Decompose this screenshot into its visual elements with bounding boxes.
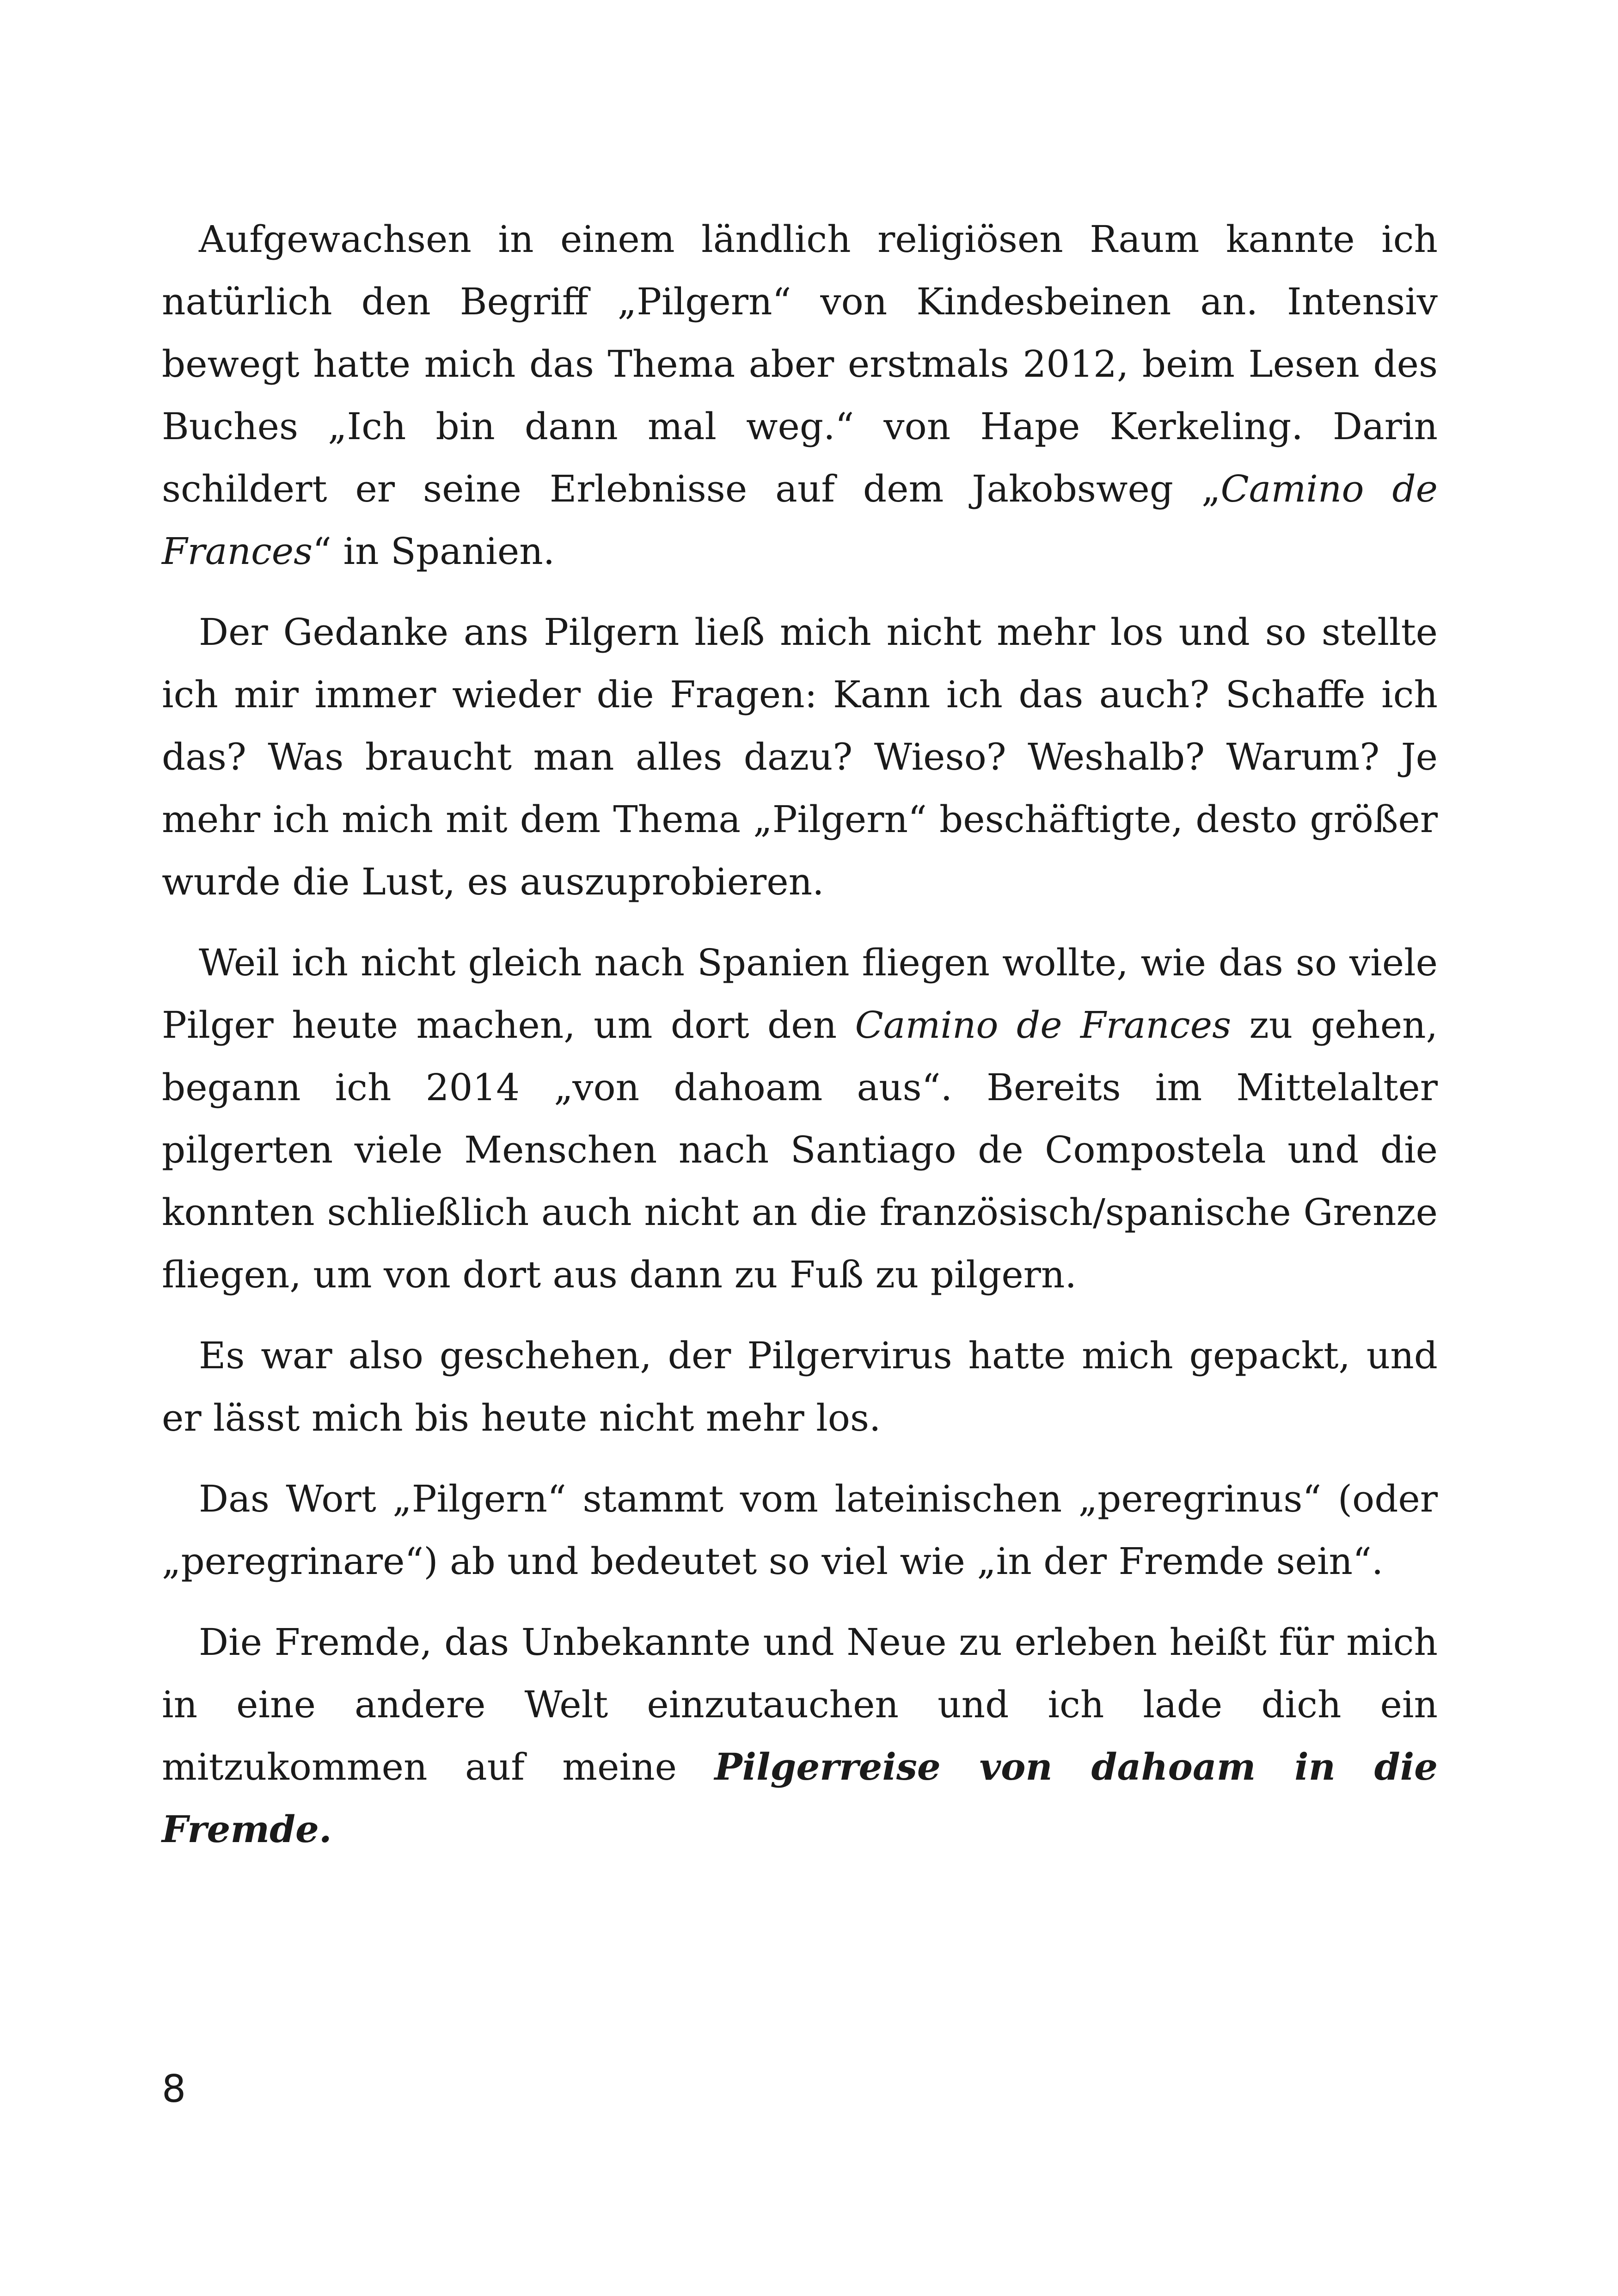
p6-text: Die Fremde, das Unbekannte und Neue zu erleben heißt für mich in eine andere Welt einzutauchen und ich lade dich ein mitzukommen auf meine bbox=[162, 1621, 1438, 1788]
p2-text: Der Gedanke ans Pilgern ließ mich nicht mehr los und so stellte ich mir immer wieder die Fragen: Kann ich das auch? Schaffe ich das? Was braucht man alles dazu? Wieso? Weshalb? Warum? Je mehr ich mich mit dem Thema „Pilgern“ beschäftigte, desto größer wurde die Lust, es auszuprobieren. bbox=[162, 611, 1438, 903]
p1-text-a: Aufgewachsen in einem ländlich religiösen Raum kannte ich natürlich den Begriff „Pilgern“ von Kindesbeinen an. Intensiv bewegt hatte mich das Thema aber erstmals 2012, beim Lesen des Buches „Ich bin dann mal weg.“ von Hape Kerkeling. Darin schildert er seine Erlebnisse auf dem Jakobsweg „ bbox=[162, 218, 1438, 510]
paragraph-6 bbox=[162, 1611, 1438, 1861]
paragraph-5 bbox=[162, 1468, 1438, 1592]
p4-text: Es war also geschehen, der Pilgervirus hatte mich gepackt, und er lässt mich bis heute nicht mehr los. bbox=[162, 1334, 1438, 1439]
page-number: 8 bbox=[162, 2067, 186, 2111]
paragraph-2 bbox=[162, 601, 1438, 913]
p3-italic-title: Camino de Frances bbox=[855, 1004, 1232, 1047]
p1-text-b: “ in Spanien. bbox=[313, 530, 555, 573]
paragraph-3 bbox=[162, 931, 1438, 1306]
p1-italic-title: Camino de Frances bbox=[162, 467, 1438, 573]
paragraph-1 bbox=[162, 208, 1438, 582]
paragraph-4 bbox=[162, 1324, 1438, 1449]
p3-text-a: Weil ich nicht gleich nach Spanien fliegen wollte, wie das so viele Pilger heute machen, um dort den bbox=[162, 941, 1438, 1047]
p3-text-b: zu gehen, begann ich 2014 „von dahoam aus“. Bereits im Mittelalter pilgerten viele Menschen nach Santiago de Compostela und die konnten schließlich auch nicht an die französisch/spanische Grenze fliegen, um von dort aus dann zu Fuß zu pilgern. bbox=[162, 1004, 1438, 1296]
body-text bbox=[162, 208, 1438, 1861]
p5-text: Das Wort „Pilgern“ stammt vom lateinischen „peregrinus“ (oder „peregrinare“) ab und bedeutet so viel wie „in der Fremde sein“. bbox=[162, 1477, 1438, 1583]
p6-bold-italic-text: Pilgerreise von dahoam in die Fremde. bbox=[162, 1745, 1438, 1851]
